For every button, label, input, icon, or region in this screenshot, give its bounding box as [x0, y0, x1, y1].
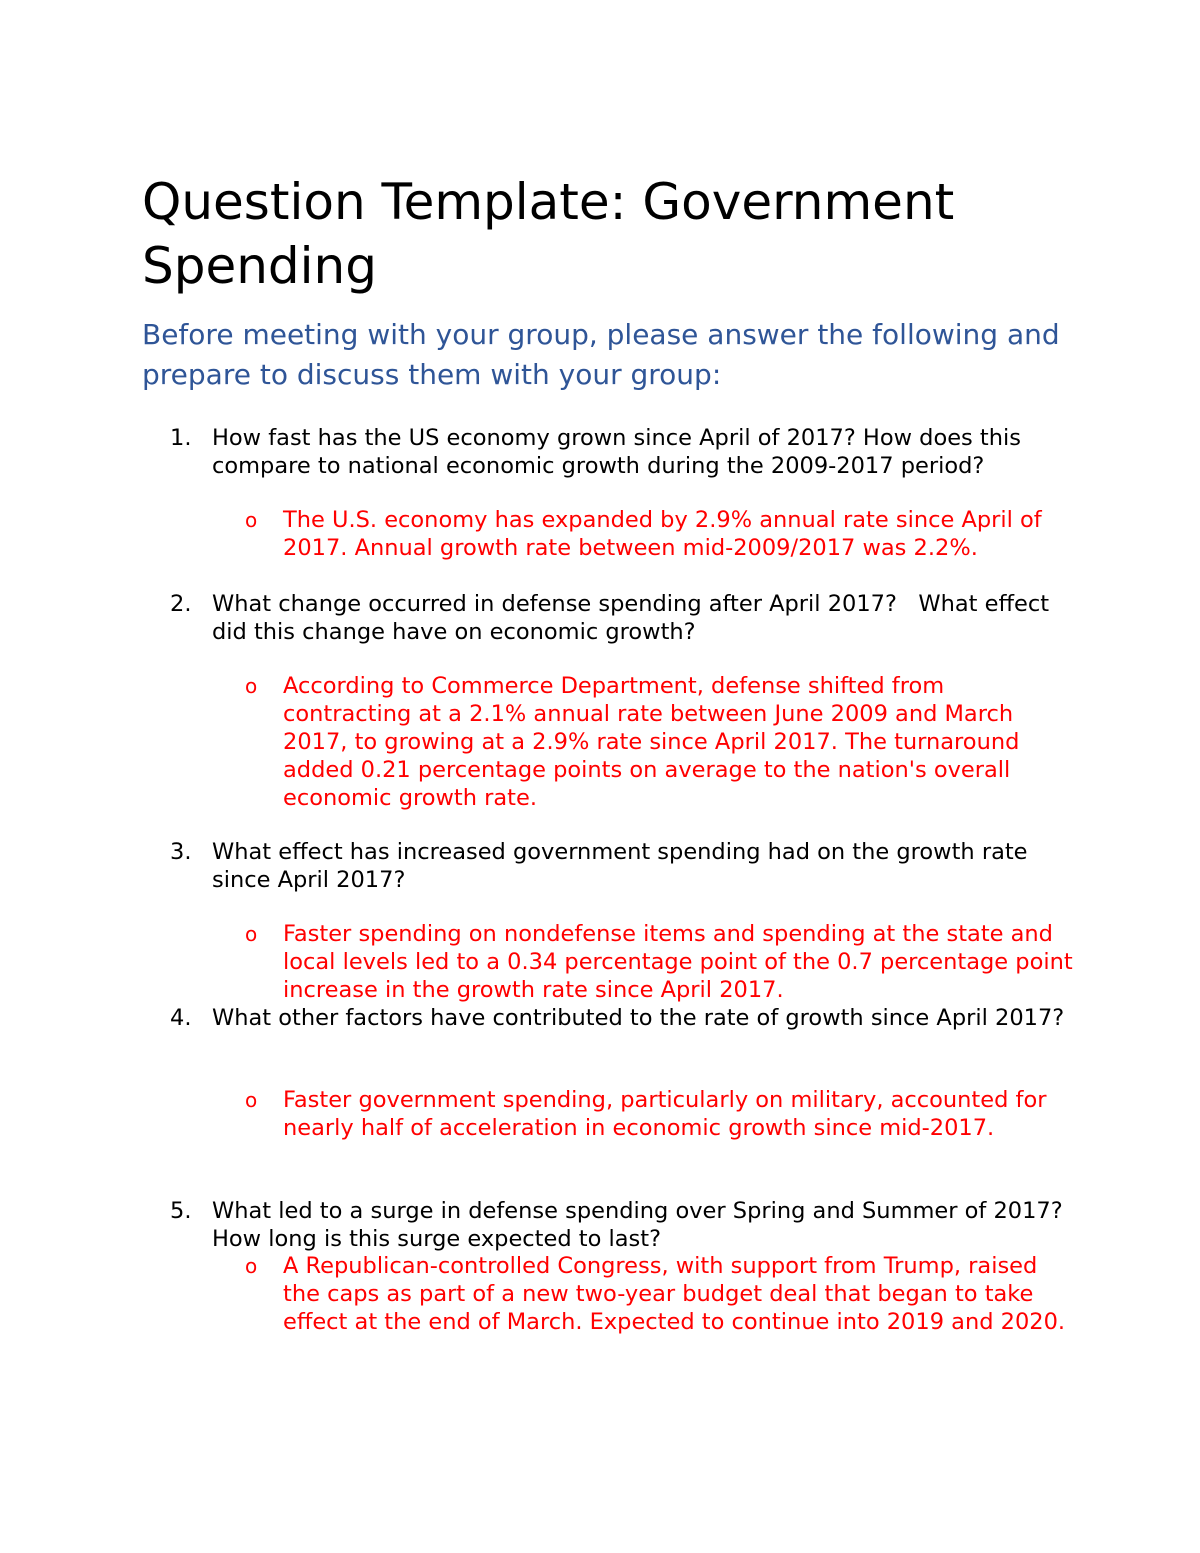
bullet-icon: o	[245, 1254, 258, 1278]
question-text: What led to a surge in defense spending over Spring and Summer of 2017? How long is this surge expected to last?	[212, 1198, 1085, 1252]
question-text: What other factors have contributed to the rate of growth since April 2017?	[212, 1005, 1065, 1031]
bullet-icon: o	[245, 1088, 258, 1112]
answer-text: Faster government spending, particularly on military, accounted for nearly half of acceleration in economic growth since mid-2017.	[283, 1087, 1047, 1141]
question-text: What change occurred in defense spending after April 2017? What effect did this change have on economic growth?	[212, 591, 1057, 645]
bullet-icon: o	[245, 922, 258, 946]
question-number: 3.	[170, 839, 192, 865]
instructions-subtitle: Before meeting with your group, please answer the following and prepare to discuss them with your group:	[142, 318, 1060, 391]
bullet-icon: o	[245, 674, 258, 698]
question-number: 4.	[170, 1005, 192, 1031]
bullet-icon: o	[245, 508, 258, 532]
document-title: Question Template: Government Spending	[142, 173, 955, 295]
answer-text: A Republican-controlled Congress, with support from Trump, raised the caps as part of a new two-year budget deal that began to take effect at the end of March. Expected to continue into 2019 and 2020.	[283, 1253, 1066, 1335]
question-number: 2.	[170, 591, 192, 617]
question-number: 1.	[170, 425, 192, 451]
question-text: What effect has increased government spending had on the growth rate since April 2017?	[212, 839, 1035, 893]
answer-text: The U.S. economy has expanded by 2.9% annual rate since April of 2017. Annual growth rate between mid-2009/2017 was 2.2%.	[283, 507, 1042, 561]
question-number: 5.	[170, 1198, 192, 1224]
answer-text: According to Commerce Department, defense shifted from contracting at a 2.1% annual rate between June 2009 and March 2017, to growing at a 2.9% rate since April 2017. The turnaround added 0.21 percentage points on average to the nation's overall economic growth rate.	[283, 673, 1020, 811]
question-text: How fast has the US economy grown since April of 2017? How does this compare to national economic growth during the 2009-2017 period?	[212, 425, 1029, 479]
answer-text: Faster spending on nondefense items and spending at the state and local levels led to a 0.34 percentage point of the 0.7 percentage point increase in the growth rate since April 2017.	[283, 921, 1073, 1003]
